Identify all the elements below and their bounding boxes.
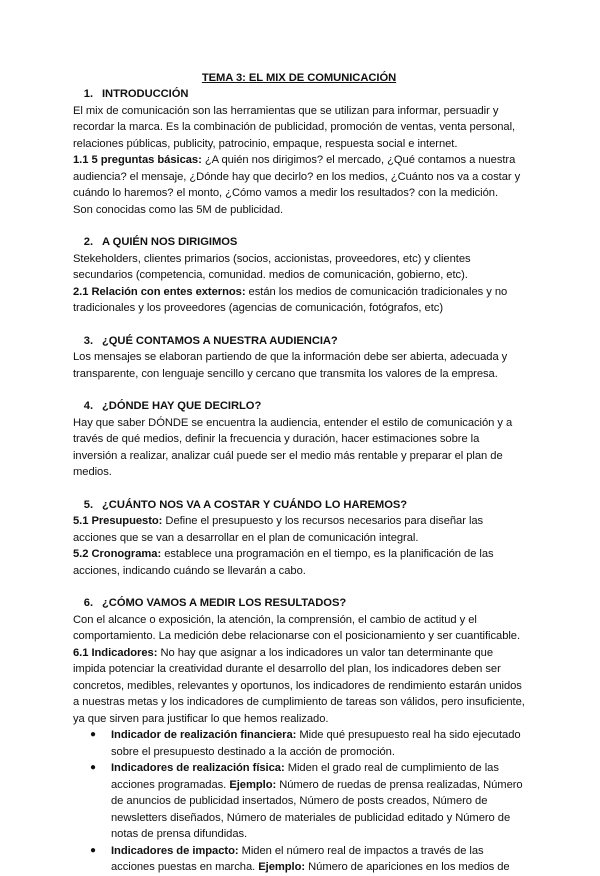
section-number: 3.	[83, 334, 93, 347]
section-number: 2.	[83, 236, 93, 248]
bullet-label: Indicador de realización financiera:	[111, 729, 297, 741]
bullet-text: Miden el número real de impactos a través de las acciones puestas en marcha.	[111, 844, 484, 873]
subsection-label: 2.1 Relación con entes externos:	[73, 285, 246, 298]
section-5-heading	[73, 497, 525, 514]
section-title: INTRODUCCIÓN	[102, 88, 189, 100]
subsection-label: 5.2 Cronograma:	[73, 548, 162, 560]
spacer	[73, 218, 525, 234]
example-text: Número de apariciones en los medios de	[305, 861, 510, 873]
section-6-heading	[73, 595, 525, 612]
section-1-heading	[73, 86, 525, 103]
subsection-text: Define el presupuesto y los recursos necesarios para diseñar las acciones que se van a desarrollar en el plan de comunicación integral.	[73, 515, 484, 544]
bullet-label: Indicadores de realización física:	[111, 762, 285, 774]
section-title: ¿DÓNDE HAY QUE DECIRLO?	[102, 400, 262, 412]
section-title: A QUIÉN NOS DIRIGIMOS	[102, 236, 238, 248]
section-5-schedule	[73, 546, 525, 579]
section-number: 6.	[83, 597, 93, 609]
list-item	[73, 727, 525, 760]
document-title: TEMA 3: EL MIX DE COMUNICACIÓN	[201, 72, 397, 84]
section-5-budget	[73, 513, 525, 546]
subsection-label: 5.1 Presupuesto:	[73, 515, 163, 527]
bullet-text: Mide qué presupuesto real ha sido ejecutado sobre el presupuesto destinado a la acción de promoción.	[111, 729, 521, 758]
document-page	[73, 70, 525, 876]
bullet-icon: ●	[90, 729, 96, 740]
subsection-label: 6.1 Indicadores:	[73, 646, 158, 659]
spacer	[73, 579, 525, 595]
section-1-note: Son conocidas como las 5M de publicidad.	[73, 203, 284, 216]
section-number: 5.	[83, 498, 93, 511]
bullet-text: Miden el grado real de cumplimiento de las acciones programadas.	[111, 762, 499, 791]
bullet-icon: ●	[90, 762, 96, 773]
section-title: ¿CÓMO VAMOS A MEDIR LOS RESULTADOS?	[102, 597, 347, 609]
list-item	[73, 843, 525, 876]
section-6-paragraph: Con el alcance o exposición, la atención, la comprensión, el cambio de actitud y el comportamiento. La medición debe relacionarse con el posicionamiento y ser cuantificable.	[73, 613, 521, 642]
indicator-list	[73, 727, 525, 876]
subsection-text: están los medios de comunicación tradicionales y no tradicionales y los proveedores (agencias de comunicación, fotógrafos, etc)	[73, 285, 508, 314]
section-3-heading	[73, 333, 525, 350]
subsection-label: 1.1 5 preguntas básicas:	[73, 154, 202, 166]
example-label: Ejemplo:	[229, 778, 277, 791]
example-text: Número de ruedas de prensa realizadas, Número de anuncios de publicidad insertados, Número de posts creados, Número de newsletters diseñados, Número de materiales de publicidad editado y Número de notas de prensa difundidas.	[111, 778, 523, 840]
bullet-label: Indicadores de impacto:	[111, 844, 239, 857]
section-title: ¿CUÁNTO NOS VA A COSTAR Y CUÁNDO LO HAREMOS?	[102, 498, 408, 511]
spacer	[73, 382, 525, 398]
bullet-icon: ●	[90, 844, 96, 856]
section-number: 1.	[83, 88, 93, 100]
section-1-paragraph: El mix de comunicación son las herramientas que se utilizan para informar, persuadir y recordar la marca. Es la combinación de publicidad, promoción de ventas, venta personal, relaciones públicas, publicity, patrocinio, empaque, respuesta social e internet.	[73, 104, 516, 150]
section-4-paragraph: Hay que saber DÓNDE se encuentra la audiencia, entender el estilo de comunicación y a través de qué medios, definir la frecuencia y duración, hacer estimaciones sobre la inversión a realizar, analizar cuál puede ser el medio más rentable y preparar el plan de medios.	[73, 416, 513, 478]
spacer	[73, 481, 525, 497]
section-3-paragraph: Los mensajes se elaboran partiendo de que la información debe ser abierta, adecuada y transparente, con lenguaje sencillo y cercano que transmita los valores de la empresa.	[73, 351, 508, 380]
section-2-subsection	[73, 284, 525, 317]
section-1-subsection	[73, 152, 525, 202]
example-label: Ejemplo:	[258, 861, 306, 873]
section-2-heading	[73, 234, 525, 251]
spacer	[73, 317, 525, 333]
section-6-indicators	[73, 645, 525, 728]
subsection-text: establece una programación en el tiempo, es la planificación de las acciones, indicando cuándo se llevarán a cabo.	[73, 548, 494, 577]
section-4-heading	[73, 398, 525, 415]
list-item	[73, 760, 525, 843]
section-title: ¿QUÉ CONTAMOS A NUESTRA AUDIENCIA?	[102, 334, 338, 347]
section-number: 4.	[83, 400, 93, 412]
section-2-paragraph: Stekeholders, clientes primarios (socios, accionistas, proveedores, etc) y clientes secundarios (competencia, comunidad. medios de comunicación, gobierno, etc).	[73, 252, 471, 281]
subsection-text: No hay que asignar a los indicadores un valor tan determinante que impida potenciar la creatividad durante el desarrollo del plan, los indicadores deben ser concretos, medibles, relevantes y oportunos, los indicadores de rendimiento estarán unidos a nuestras metas y los indicadores de cumplimiento de tareas son válidos, pero insuficiente, ya que sirven para justificar lo que hemos realizado.	[73, 646, 525, 725]
subsection-text: ¿A quién nos dirigimos? el mercado, ¿Qué contamos a nuestra audiencia? el mensaje, ¿Dónde hay que decirlo? en los medios, ¿Cuánto nos va a costar y cuándo lo haremos? el monto, ¿Cómo vamos a medir los resultados? con la medición.	[73, 154, 521, 199]
